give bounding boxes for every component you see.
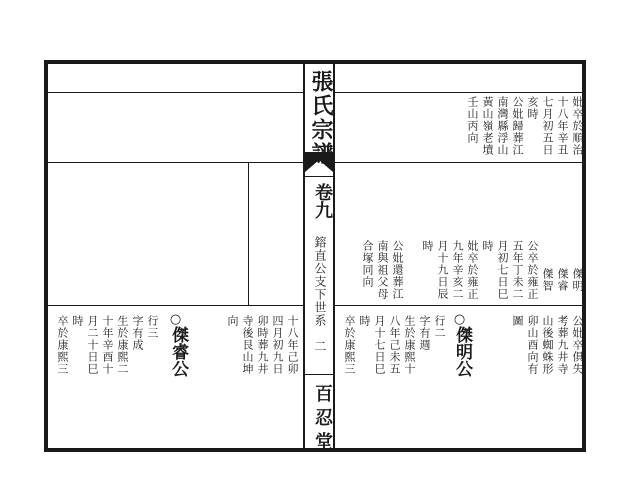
text-column: 山後蜘蛛形: [541, 315, 554, 375]
text-column: 傑明: [571, 268, 584, 292]
text-column: 七月初五日: [541, 96, 554, 156]
text-column: 傑智: [541, 268, 554, 292]
circle-marker: ○: [452, 312, 467, 327]
rule-mid-right: [335, 162, 582, 163]
page-number: 二: [313, 340, 327, 353]
text-column: 妣卒於雍正: [466, 240, 479, 300]
book-title: 張氏宗譜: [308, 70, 334, 166]
text-column: 卒於康熙三: [343, 315, 356, 375]
text-column: 行三: [146, 315, 159, 339]
text-column: 月二十日巳: [86, 315, 99, 375]
text-column: 公妣歸葬江: [511, 96, 524, 156]
text-column: 字有週: [418, 315, 431, 351]
text-column: 南與祖父母: [376, 240, 389, 300]
rule-low-right: [335, 305, 582, 306]
spine-rule-lower: [305, 374, 333, 375]
text-column: 十八年辛丑: [556, 96, 569, 156]
text-column: 月十七日巳: [373, 315, 386, 375]
volume-label: 卷九: [312, 183, 333, 219]
text-column: 行二: [433, 315, 446, 339]
branch-label: 鎔直公支下世系: [313, 236, 327, 327]
text-column: 南灣縣浮山: [496, 96, 509, 156]
text-column: 時: [481, 240, 494, 252]
text-column: 十八年己卯: [286, 315, 299, 375]
text-column: 生於康熙十: [403, 315, 416, 375]
text-column: 公妣卒俱失: [571, 315, 584, 375]
person-name: 傑明公: [452, 326, 472, 377]
text-column: 向: [226, 315, 239, 327]
person-name: 傑睿公: [168, 326, 188, 377]
text-column: 寺後艮山坤: [241, 315, 254, 375]
text-column: 妣卒於順治: [571, 96, 584, 156]
text-column: 傑睿: [556, 268, 569, 292]
text-column: 時: [71, 315, 84, 327]
text-column: 十年辛酉十: [101, 315, 114, 375]
text-column: 時: [358, 315, 371, 327]
text-column: 壬山丙向: [466, 96, 479, 144]
text-column: 九年辛亥二: [451, 240, 464, 300]
text-column: 卯山酉向有: [526, 315, 539, 375]
text-column: 四月初九日: [271, 315, 284, 375]
left-page-divider: [248, 162, 249, 305]
text-column: 合塚同向: [361, 240, 374, 288]
circle-marker: ○: [168, 312, 183, 327]
rule-top-left: [48, 92, 303, 93]
text-column: 生於康熙二: [116, 315, 129, 375]
hall-name: 百忍堂: [312, 384, 333, 456]
text-column: 月十九日辰: [436, 240, 449, 300]
text-column: 字有成: [131, 315, 144, 351]
text-column: 卯時葬九井: [256, 315, 269, 375]
text-column: 卒於康熙三: [56, 315, 69, 375]
text-column: 時: [421, 240, 434, 252]
rule-top-right: [335, 92, 582, 93]
text-column: 黃山嶺老墳: [481, 96, 494, 156]
text-column: 圖: [511, 315, 524, 327]
rule-low-left: [48, 305, 303, 306]
text-column: 月初七日巳: [496, 240, 509, 300]
text-column: 五年丁未二: [511, 240, 524, 300]
text-column: 公妣還葬江: [391, 240, 404, 300]
text-column: 亥時: [526, 96, 539, 120]
text-column: 考葬九井寺: [556, 315, 569, 375]
text-column: 公卒於雍正: [526, 240, 539, 300]
spine-rule-upper: [305, 176, 333, 177]
text-column: 八年己未五: [388, 315, 401, 375]
rule-mid-left: [48, 162, 303, 163]
